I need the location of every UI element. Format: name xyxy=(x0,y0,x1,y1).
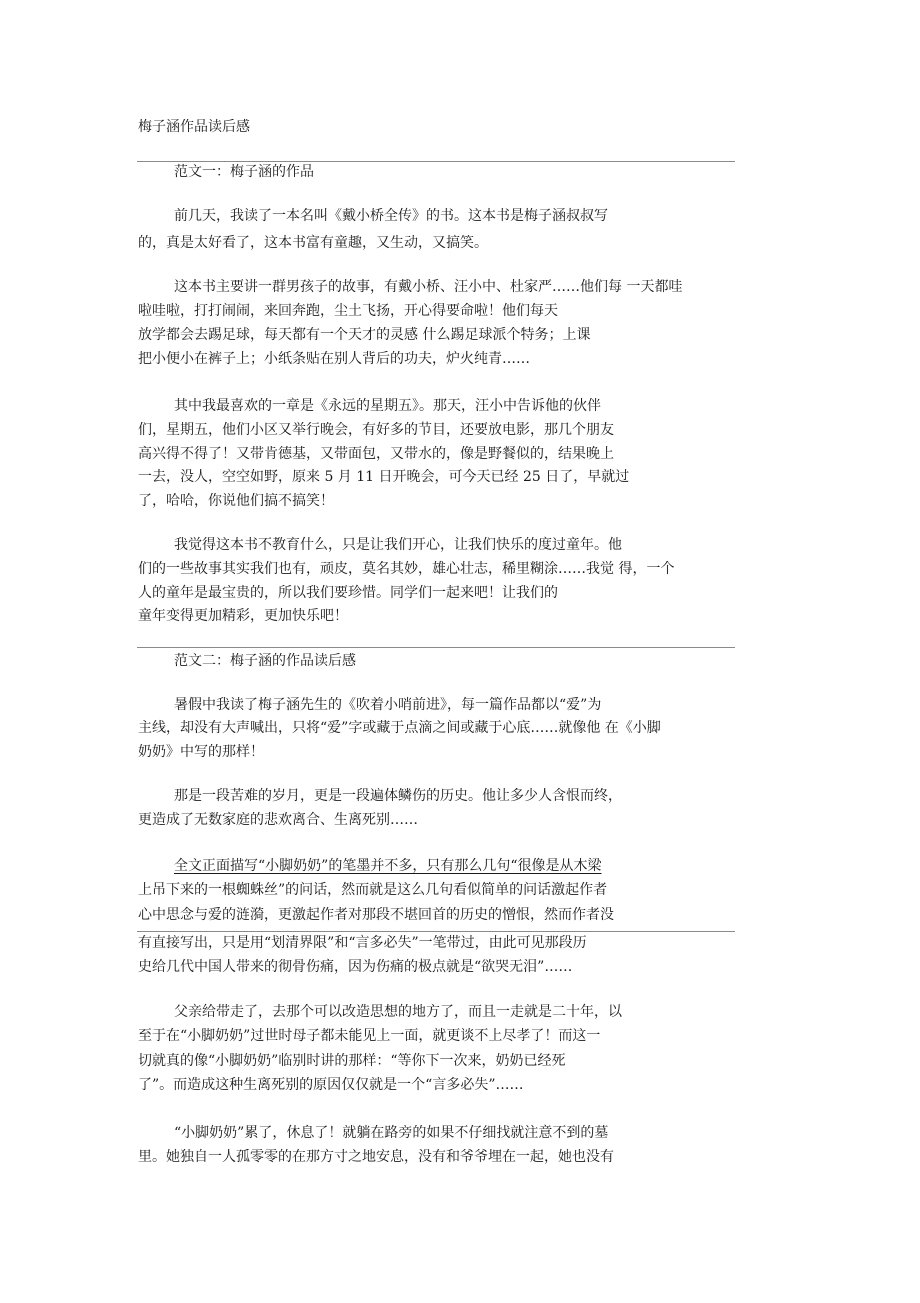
document-title: 梅子涵作品读后感 xyxy=(138,119,250,135)
text-line: 啦哇啦，打打闹闹，来回奔跑，尘土飞扬，开心得要命啦！他们每天 xyxy=(138,303,558,319)
text-line: 的，真是太好看了，这本书富有童趣，又生动，又搞笑。 xyxy=(138,235,488,251)
text-line: 童年变得更加精彩，更加快乐吧！ xyxy=(138,608,348,624)
text-line: 奶奶》中写的那样！ xyxy=(138,744,264,760)
text-line: 暑假中我读了梅子涵先生的《吹着小哨前进》，每一篇作品都以“爱”为 xyxy=(174,697,602,713)
text-line: 们的一些故事其实我们也有，顽皮，莫名其妙，雄心壮志，稀里糊涂……我觉 得，一个 xyxy=(138,561,675,577)
text-line: 我觉得这本书不教育什么，只是让我们开心，让我们快乐的度过童年。他 xyxy=(174,537,622,553)
section-heading-2: 范文二：梅子涵的作品读后感 xyxy=(174,653,356,669)
text-line: “小脚奶奶”累了，休息了！就躺在路旁的如果不仔细找就注意不到的墓 xyxy=(174,1125,609,1141)
text-line: 主线，却没有大声喊出，只将“爱”字或藏于点滴之间或藏于心底……就像他 在《小脚 xyxy=(138,720,661,736)
text-line: 们，星期五，他们小区又举行晚会，有好多的节目，还要放电影，那几个朋友 xyxy=(138,422,614,438)
underlined-text-line: 全文正面描写“小脚奶奶”的笔墨并不多，只有那么几句“很像是从木梁 xyxy=(174,858,602,874)
text-line: 把小便小在裤子上；小纸条贴在别人背后的功夫，炉火纯青…… xyxy=(138,351,530,367)
text-line: 有直接写出，只是用“划清界限”和“言多必失”一笔带过，由此可见那段历 xyxy=(138,935,587,951)
section-heading-1: 范文一：梅子涵的作品 xyxy=(174,164,314,180)
text-line: 父亲给带走了，去那个可以改造思想的地方了，而且一走就是二十年，以 xyxy=(174,1004,622,1020)
section-divider xyxy=(137,161,735,162)
section-divider xyxy=(137,931,735,932)
text-line: 放学都会去踢足球，每天都有一个天才的灵感 什么踢足球派个特务；上课 xyxy=(138,327,591,343)
text-line: 上吊下来的一根蜘蛛丝”的问话，然而就是这么几句看似简单的问话激起作者 xyxy=(138,882,608,898)
text-line: 这本书主要讲一群男孩子的故事，有戴小桥、汪小中、杜家严……他们每 一天都哇 xyxy=(174,279,683,295)
text-line: 人的童年是最宝贵的，所以我们要珍惜。同学们一起来吧！让我们的 xyxy=(138,585,558,601)
text-line: 前几天，我读了一本名叫《戴小桥全传》的书。这本书是梅子涵叔叔写 xyxy=(174,208,608,224)
text-line: 里。她独自一人孤零零的在那方寸之地安息，没有和爷爷埋在一起，她也没有 xyxy=(138,1149,614,1165)
text-line: 了，哈哈，你说他们搞不搞笑！ xyxy=(138,493,334,509)
section-divider xyxy=(137,647,735,648)
text-line: 一去，没人，空空如野，原来 5 月 11 日开晚会，可今天已经 25 日了，早就过 xyxy=(138,469,630,485)
text-line: 史给几代中国人带来的彻骨伤痛，因为伤痛的极点就是“欲哭无泪”…… xyxy=(138,959,573,975)
text-line: 至于在“小脚奶奶”过世时母子都未能见上一面，就更谈不上尽孝了！而这一 xyxy=(138,1028,601,1044)
text-line: 更造成了无数家庭的悲欢离合、生离死别…… xyxy=(138,812,418,828)
text-line: 切就真的像“小脚奶奶”临别时讲的那样：“等你下一次来，奶奶已经死 xyxy=(138,1053,566,1069)
text-line: 那是一段苦难的岁月，更是一段遍体鳞伤的历史。他让多少人含恨而终， xyxy=(174,788,622,804)
text-line: 其中我最喜欢的一章是《永远的星期五》。那天，汪小中告诉他的伙伴 xyxy=(174,398,601,414)
text-line: 高兴得不得了！又带肯德基，又带面包，又带水的，像是野餐似的，结果晚上 xyxy=(138,446,614,462)
text-line: 了”。而造成这种生离死别的原因仅仅就是一个“言多必失”…… xyxy=(138,1077,524,1093)
text-line: 心中思念与爱的涟漪，更激起作者对那段不堪回首的历史的憎恨，然而作者没 xyxy=(138,907,614,923)
